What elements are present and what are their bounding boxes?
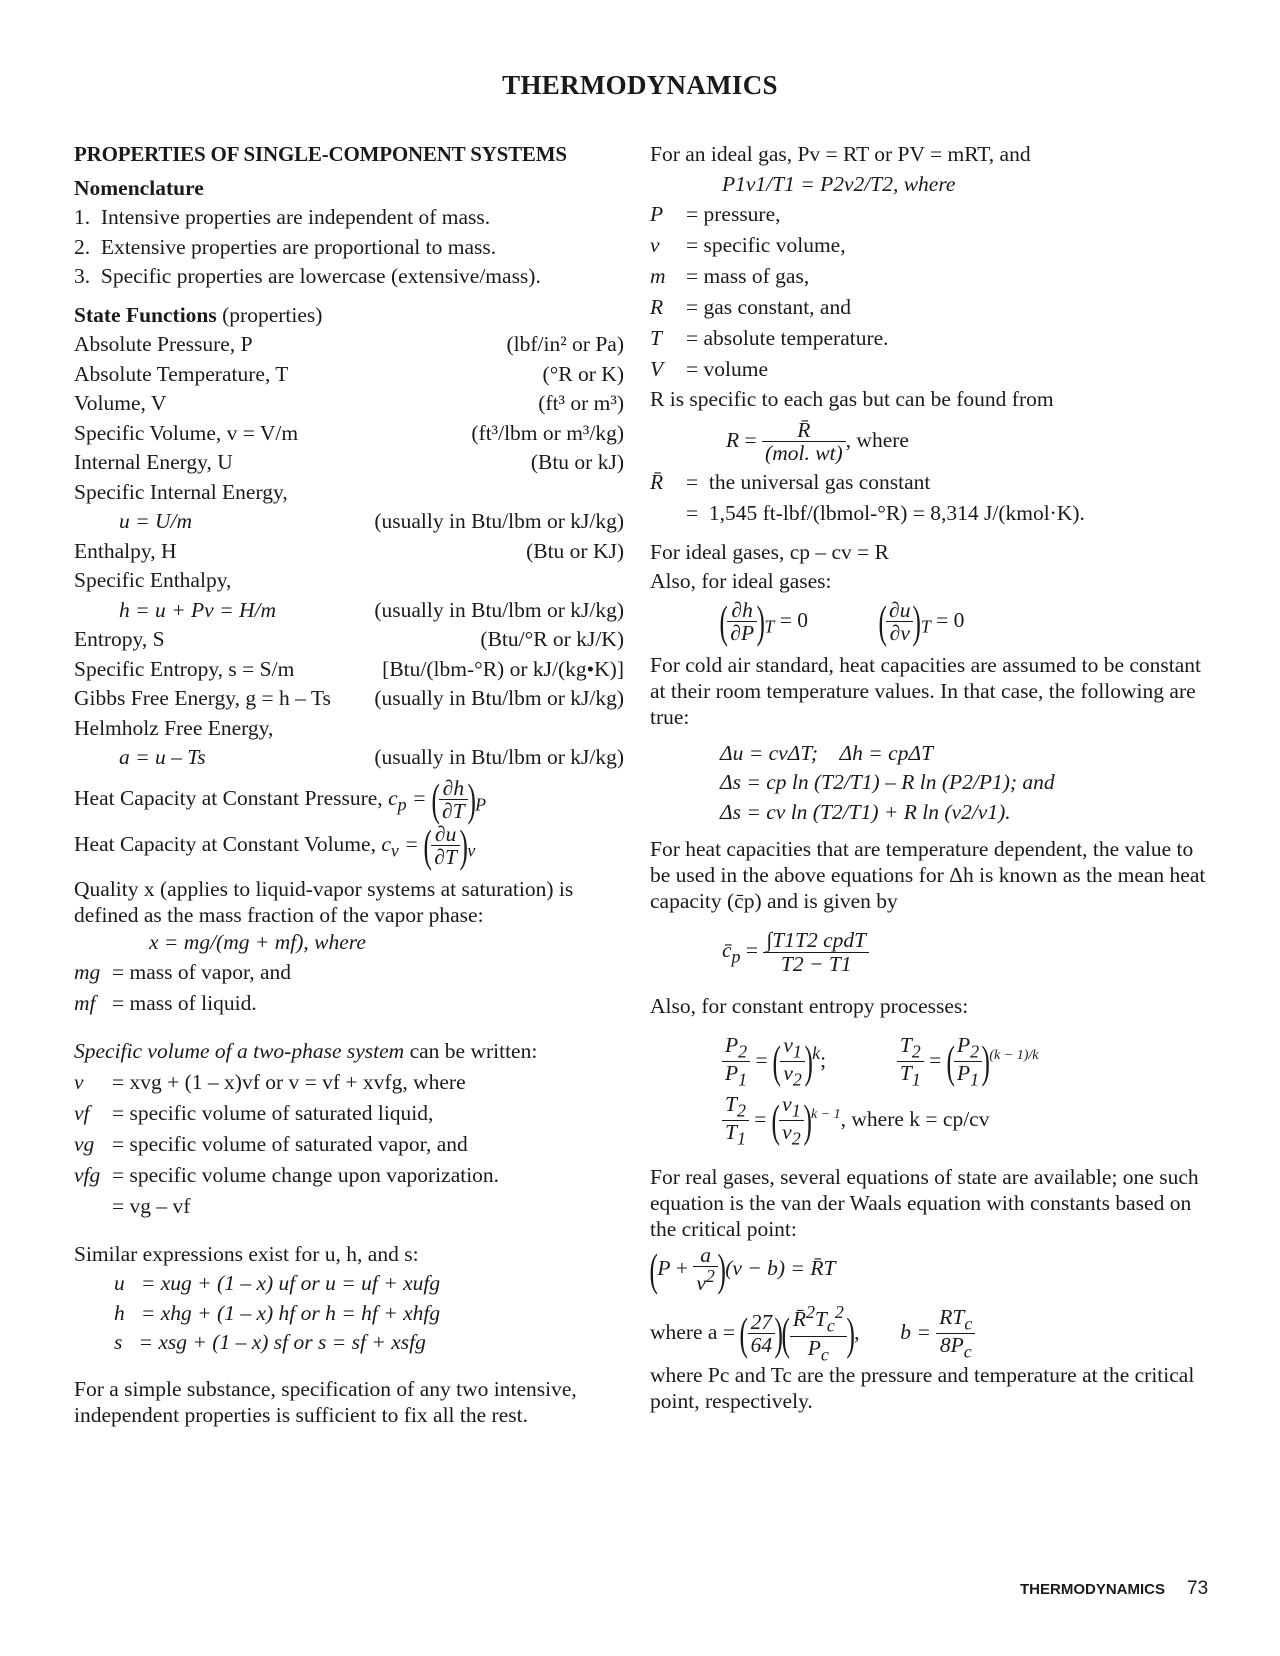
cold-air-text: For cold air standard, heat capacities are assumed to be constant at their room temperature values. In that case, the following are true:: [650, 652, 1202, 729]
property-unit: (ft³ or m³): [538, 391, 624, 415]
definition-symbol: R: [650, 295, 664, 319]
property-row: [74, 330, 624, 360]
property-name: a = u – Ts: [119, 745, 206, 769]
property-row: [74, 537, 624, 567]
nomenclature-item: 2. Extensive properties are proportional to mass.: [74, 234, 497, 259]
property-unit: (ft³/lbm or m³/kg): [471, 420, 624, 445]
ideal-gas-intro: For an ideal gas, Pv = RT or PV = mRT, and: [650, 142, 1031, 166]
rbar-def-1: = the universal gas constant: [686, 469, 931, 494]
two-phase-definitions: [74, 1067, 624, 1222]
similar-equation: u = xug + (1 – x) uf or u = uf + xufg: [114, 1271, 441, 1295]
property-unit: (Btu/°R or kJ/K): [480, 627, 624, 651]
const-entropy-text: Also, for constant entropy processes:: [650, 994, 969, 1018]
rbar-symbol: R̄: [650, 469, 664, 494]
similar-equation: s = xsg + (1 – x) sf or s = sf + xsfg: [114, 1330, 426, 1354]
footer-section: THERMODYNAMICS: [1020, 1581, 1165, 1598]
r-specific-text: R is specific to each gas but can be found from: [650, 387, 1054, 411]
isentropic-relations-2: $\frac{T_2}{T_1}$ = ( $\frac{v_1}{v_2}$ )$^{k - 1}$, where k = cp/cv: [650, 1084, 1206, 1146]
definition-text: = mass of vapor, and: [112, 960, 292, 984]
definition-symbol: v: [650, 233, 660, 257]
r-equation: R = $\frac{R̄}{\text{(mol. wt)}}$ , where: [726, 417, 909, 466]
property-name: Specific Entropy, s = S/m: [74, 656, 295, 681]
property-name: Specific Internal Energy,: [74, 479, 288, 504]
property-row: [74, 419, 624, 449]
heat-capacity-p: Heat Capacity at Constant Pressure, $c_p$ = ( $\frac{\partial h}{\partial T}$ )$_P$: [74, 773, 487, 825]
definition-text: = xvg + (1 – x)vf or v = vf + xvfg, where: [112, 1069, 466, 1094]
similar-equations: [74, 1269, 624, 1358]
nomenclature-item: 3. Specific properties are lowercase (extensive/mass).: [74, 264, 541, 288]
property-name: u = U/m: [119, 509, 193, 533]
property-row: [74, 389, 624, 419]
cold-air-equation: Δu = cvΔT; Δh = cpΔT: [720, 740, 934, 765]
property-name: h = u + Pv = H/m: [119, 597, 276, 622]
property-unit: (usually in Btu/lbm or kJ/kg): [374, 686, 624, 710]
definition-symbol: mf: [74, 991, 96, 1015]
property-row: [74, 360, 624, 390]
property-unit: (usually in Btu/lbm or kJ/kg): [374, 509, 624, 533]
van-der-waals-equation: (P + $\frac{a}{v^2}$ )(v − b) = R̄T: [649, 1242, 836, 1296]
definition-text: = volume: [686, 357, 768, 381]
property-list: [74, 330, 624, 773]
property-unit: (usually in Btu/lbm or kJ/kg): [374, 597, 624, 622]
property-unit: (usually in Btu/lbm or kJ/kg): [374, 745, 624, 769]
property-name: Gibbs Free Energy, g = h – Ts: [74, 686, 331, 710]
temp-dependent-text: For heat capacities that are temperature dependent, the value to be used in the above equations for Δh is known as the mean heat capacity (c̄p) and is given by: [650, 837, 1206, 913]
definition-text: = specific volume of saturated vapor, and: [112, 1131, 468, 1156]
definition-symbol: vf: [74, 1100, 90, 1125]
ideal-gas-definitions: [650, 199, 1206, 385]
ideal-gas-equation: P1v1/T1 = P2v2/T2, where: [722, 171, 956, 196]
quality-definitions: [74, 957, 624, 1019]
property-unit: (Btu or KJ): [526, 538, 624, 563]
property-name: Enthalpy, H: [74, 538, 177, 563]
definition-text: = vg – vf: [112, 1193, 191, 1218]
section-heading: PROPERTIES OF SINGLE-COMPONENT SYSTEMS: [74, 142, 567, 166]
cold-air-equation: Δs = cp ln (T2/T1) – R ln (P2/P1); and: [720, 770, 1055, 794]
ideal-cp-text: For ideal gases, cp – cv = R: [650, 539, 890, 564]
definition-text: = pressure,: [686, 202, 781, 226]
definition-symbol: P: [650, 202, 664, 226]
definition-text: = absolute temperature.: [686, 326, 889, 350]
nomenclature-heading: Nomenclature: [74, 175, 204, 200]
definition-symbol: [74, 1191, 112, 1222]
similar-equation: h = xhg + (1 – x) hf or h = hf + xhfg: [114, 1300, 441, 1325]
nomenclature-item: 1. Intensive properties are independent of mass.: [74, 205, 491, 229]
quality-equation: x = mg/(mg + mf), where: [149, 929, 366, 954]
definition-text: = mass of gas,: [686, 264, 810, 288]
quality-text: Quality x (applies to liquid-vapor systems at saturation) is defined as the mass fraction of the vapor phase:: [74, 876, 574, 927]
two-phase-intro: Specific volume of a two-phase system can be written:: [74, 1039, 538, 1063]
state-functions-heading: State Functions (properties): [74, 302, 323, 327]
definition-text: = specific volume,: [686, 233, 846, 257]
definition-text: = specific volume change upon vaporization.: [112, 1162, 500, 1187]
property-row: [74, 596, 624, 626]
page-number: 73: [1187, 1578, 1209, 1599]
critical-point-text: where Pc and Tc are the pressure and temperature at the critical point, respectively.: [650, 1362, 1195, 1413]
property-name: Absolute Temperature, T: [74, 361, 289, 386]
definition-symbol: m: [650, 264, 666, 288]
definition-symbol: T: [650, 326, 662, 350]
isentropic-relations-1: $\frac{P_2}{P_1}$ = ( $\frac{v_1}{v_2}$ )$^k$; $\frac{T_2}{T_1}$ = ( $\frac{P_2}{P_1}$ )$^{(k - 1)/k}$: [650, 1022, 1206, 1084]
similar-text: Similar expressions exist for u, h, and s:: [74, 1241, 419, 1266]
page-footer: [1020, 1578, 1210, 1600]
property-row: [74, 507, 624, 537]
property-row: [74, 655, 624, 685]
property-row: [74, 714, 624, 744]
real-gas-text: For real gases, several equations of state are available; one such equation is the van der Waals equation with constants based on the critical point:: [650, 1164, 1199, 1241]
definition-text: = gas constant, and: [686, 295, 851, 319]
rbar-definitions: [650, 467, 1206, 529]
property-row: [74, 566, 624, 596]
property-name: Helmholz Free Energy,: [74, 715, 274, 740]
property-name: Internal Energy, U: [74, 450, 233, 474]
ideal-partials: ( $\frac{\partial h}{\partial P}$ )$_T = 0$ ( $\frac{\partial u}{\partial v}$ )$_T = 0$: [719, 595, 965, 647]
definition-symbol: V: [650, 357, 664, 381]
definition-symbol: v: [74, 1069, 84, 1094]
cold-air-equations: [720, 739, 1206, 828]
definition-text: = mass of liquid.: [112, 991, 257, 1015]
right-column: [650, 140, 1206, 1414]
property-row: [74, 478, 624, 508]
property-unit: (°R or K): [542, 361, 624, 386]
property-name: Specific Enthalpy,: [74, 568, 232, 592]
simple-substance-text: For a simple substance, specification of any two intensive, independent properties is sufficient to fix all the rest.: [74, 1376, 577, 1427]
definition-symbol: vfg: [74, 1162, 101, 1187]
property-name: Volume, V: [74, 391, 167, 415]
property-row: [74, 743, 624, 773]
heat-capacity-v: Heat Capacity at Constant Volume, $c_v$ = ( $\frac{\partial u}{\partial T}$ )$_v$: [74, 819, 476, 871]
definition-symbol: vg: [74, 1131, 95, 1156]
rbar-def-2: = 1,545 ft-lbf/(lbmol-°R) = 8,314 J/(kmol·K).: [686, 500, 1085, 525]
vdw-constants: where a = ( $\frac{27}{64}$ )( $\frac{R̄^2T_c^2}{P_c}$ ), b = $\frac{RT_c}{8P_c}$: [650, 1302, 1206, 1362]
property-row: [74, 625, 624, 655]
property-row: [74, 684, 624, 714]
cold-air-equation: Δs = cv ln (T2/T1) + R ln (v2/v1).: [720, 799, 1011, 824]
also-ideal-text: Also, for ideal gases:: [650, 569, 832, 593]
property-row: [74, 448, 624, 478]
definition-symbol: mg: [74, 960, 101, 984]
left-column: [74, 140, 624, 1428]
property-unit: [Btu/(lbm-°R) or kJ/(kg•K)]: [382, 656, 624, 681]
nomenclature-list: [74, 203, 624, 292]
property-name: Absolute Pressure, P: [74, 332, 253, 356]
definition-text: = specific volume of saturated liquid,: [112, 1100, 434, 1125]
property-unit: (lbf/in² or Pa): [506, 332, 624, 356]
page-title: THERMODYNAMICS: [502, 70, 778, 100]
property-unit: (Btu or kJ): [530, 450, 624, 474]
mean-cp-equation: $c̄_p$ = $\frac{\text{∫T1T2 cpdT}}{T2 - T1}$: [650, 920, 1206, 992]
property-name: Specific Volume, v = V/m: [74, 420, 299, 445]
property-name: Entropy, S: [74, 627, 165, 651]
